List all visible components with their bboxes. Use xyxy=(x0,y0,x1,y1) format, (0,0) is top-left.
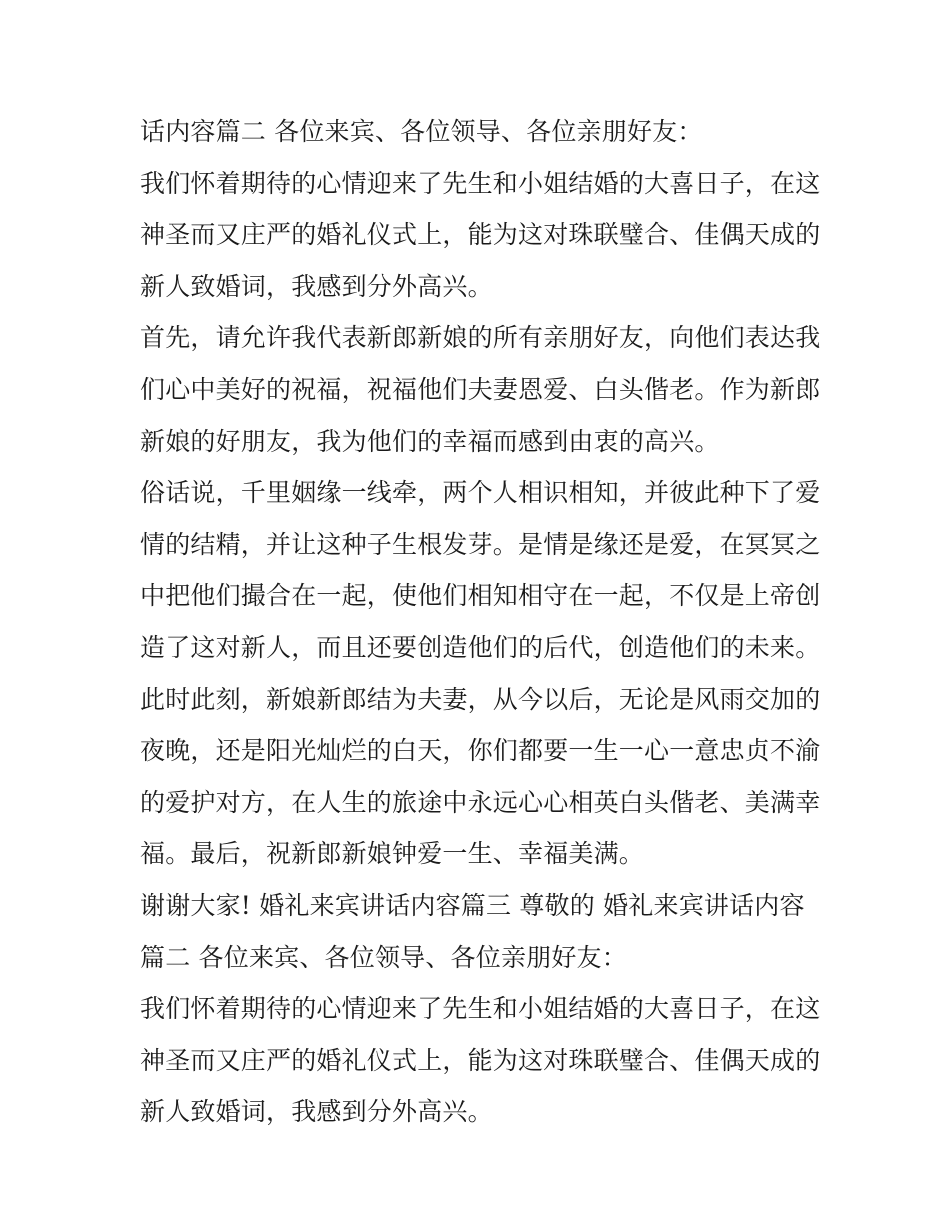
text-line: 福。最后，祝新郎新娘钟爱一生、幸福美满。 xyxy=(140,839,645,869)
text-line: 我们怀着期待的心情迎来了先生和小姐结婚的大喜日子，在这 xyxy=(140,168,821,198)
text-line: 话内容篇二 各位来宾、各位领导、各位亲朋好友： xyxy=(140,117,703,146)
text-line: 神圣而又庄严的婚礼仪式上，能为这对珠联璧合、佳偶天成的 xyxy=(140,1045,821,1075)
document-body xyxy=(140,106,820,1138)
text-line: 俗话说，千里姻缘一线牵，两个人相识相知，并彼此种下了爱 xyxy=(140,478,821,508)
text-line: 此时此刻，新娘新郎结为夫妻，从今以后，无论是风雨交加的 xyxy=(140,684,821,714)
text-line: 新人致婚词，我感到分外高兴。 xyxy=(140,1097,493,1127)
text-line: 造了这对新人，而且还要创造他们的后代，创造他们的未来。 xyxy=(140,632,821,662)
text-line: 篇二 各位来宾、各位领导、各位亲朋好友： xyxy=(140,942,627,972)
text-line: 的爱护对方，在人生的旅途中永远心心相英白头偕老、美满幸 xyxy=(140,787,821,817)
text-line: 神圣而又庄严的婚礼仪式上，能为这对珠联璧合、佳偶天成的 xyxy=(140,220,821,250)
text-line: 新娘的好朋友，我为他们的幸福而感到由衷的高兴。 xyxy=(140,426,720,456)
text-line: 谢谢大家! 婚礼来宾讲话内容篇三 尊敬的 婚礼来宾讲话内容 xyxy=(140,890,805,920)
text-line: 夜晚，还是阳光灿烂的白天，你们都要一生一心一意忠贞不渝 xyxy=(140,736,821,766)
text-line: 我们怀着期待的心情迎来了先生和小姐结婚的大喜日子，在这 xyxy=(140,994,821,1024)
text-line: 们心中美好的祝福，祝福他们夫妻恩爱、白头偕老。作为新郎 xyxy=(140,374,821,404)
text-line: 情的结精，并让这种子生根发芽。是情是缘还是爱，在冥冥之 xyxy=(140,529,821,559)
text-line: 新人致婚词，我感到分外高兴。 xyxy=(140,271,493,301)
text-line: 首先，请允许我代表新郎新娘的所有亲朋好友，向他们表达我 xyxy=(140,323,821,353)
text-line: 中把他们撮合在一起，使他们相知相守在一起，不仅是上帝创 xyxy=(140,581,821,611)
